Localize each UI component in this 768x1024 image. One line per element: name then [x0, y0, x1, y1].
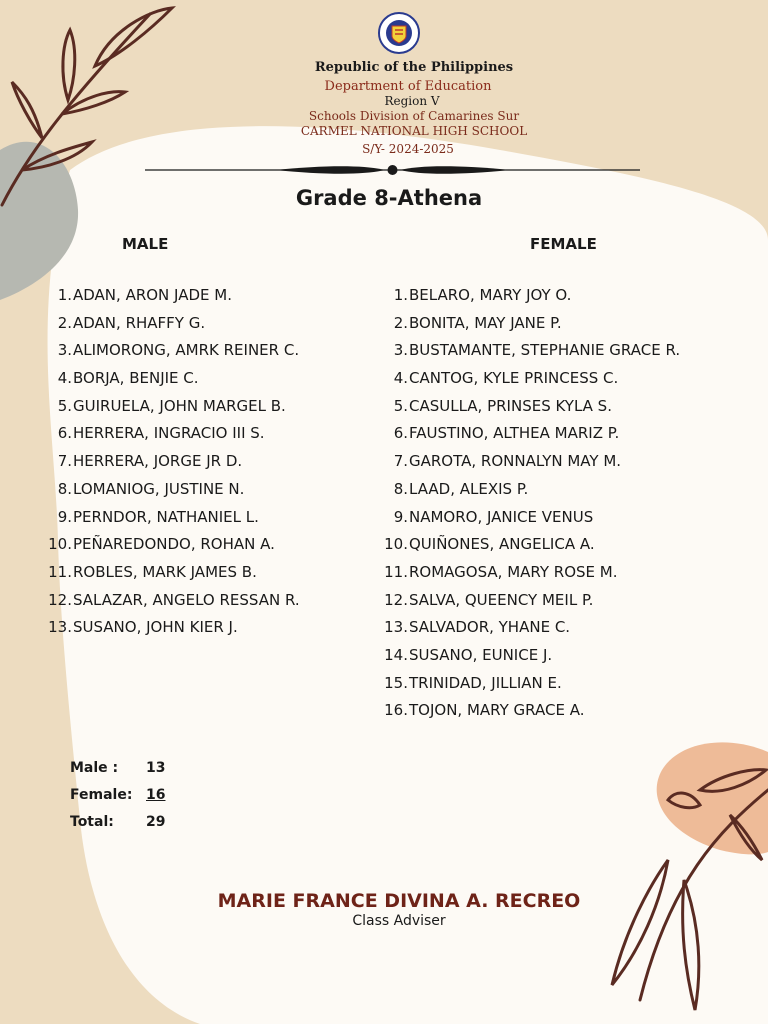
student-name: BUSTAMANTE, STEPHANIE GRACE R.: [409, 341, 681, 360]
student-name: ADAN, ARON JADE M.: [73, 286, 232, 304]
female-total-value: 16: [146, 787, 166, 803]
republic-heading: Republic of the Philippines: [314, 60, 514, 75]
list-item: [376, 589, 680, 617]
region-heading: Region V: [384, 94, 440, 108]
list-item: [376, 561, 680, 589]
item-number: 4.: [57, 369, 72, 388]
item-number: 10.: [384, 535, 408, 554]
item-number: 2.: [57, 313, 72, 332]
list-item: [40, 533, 300, 561]
student-name: SALVA, QUEENCY MEIL P.: [409, 590, 594, 609]
item-number: 15.: [384, 673, 408, 692]
list-item: [40, 450, 300, 478]
list-item: [376, 450, 680, 478]
item-number: 2.: [393, 313, 408, 332]
student-name: TOJON, MARY GRACE A.: [409, 701, 585, 720]
department-heading: Department of Education: [324, 79, 492, 94]
female-student-list: [376, 284, 680, 727]
student-name: SUSANO, EUNICE J.: [409, 645, 553, 664]
item-number: 5.: [393, 396, 408, 415]
student-name: BELARO, MARY JOY O.: [409, 286, 572, 304]
student-name: GAROTA, RONNALYN MAY M.: [409, 452, 622, 471]
item-number: 13.: [384, 618, 408, 637]
item-number: 9.: [57, 507, 72, 526]
list-item: [376, 478, 680, 506]
list-item: [376, 395, 680, 423]
item-number: 11.: [384, 562, 408, 581]
male-column-heading: MALE: [122, 235, 169, 253]
list-item: [376, 284, 680, 312]
student-name: SUSANO, JOHN KIER J.: [73, 618, 238, 637]
list-item: [376, 506, 680, 534]
item-number: 1.: [57, 286, 72, 304]
male-total-label: Male :: [70, 760, 119, 776]
division-heading: Schools Division of Camarines Sur: [308, 109, 520, 123]
student-name: NAMORO, JANICE VENUS: [409, 507, 594, 526]
male-student-list: [40, 284, 300, 644]
item-number: 11.: [48, 562, 72, 581]
list-item: [376, 312, 680, 340]
grand-total-label: Total:: [70, 814, 114, 830]
adviser-role: Class Adviser: [352, 913, 446, 929]
item-number: 3.: [57, 341, 72, 360]
school-name: CARMEL NATIONAL HIGH SCHOOL: [300, 124, 528, 138]
list-item: [40, 589, 300, 617]
list-item: [376, 644, 680, 672]
student-name: ALIMORONG, AMRK REINER C.: [73, 341, 300, 360]
list-item: [376, 672, 680, 700]
male-total-row: [70, 760, 165, 787]
item-number: 1.: [393, 286, 408, 304]
female-total-row: [70, 787, 165, 814]
student-name: SALVADOR, YHANE C.: [409, 618, 571, 637]
list-item: [376, 339, 680, 367]
adviser-name: MARIE FRANCE DIVINA A. RECREO: [217, 890, 581, 912]
item-number: 16.: [384, 701, 408, 720]
item-number: 6.: [57, 424, 72, 443]
item-number: 13.: [48, 618, 72, 637]
item-number: 3.: [393, 341, 408, 360]
enrollment-summary: [70, 760, 165, 841]
student-name: QUIÑONES, ANGELICA A.: [409, 535, 595, 554]
student-name: GUIRUELA, JOHN MARGEL B.: [73, 396, 286, 415]
item-number: 7.: [57, 452, 72, 471]
student-name: SALAZAR, ANGELO RESSAN R.: [73, 590, 300, 609]
student-name: CASULLA, PRINSES KYLA S.: [409, 396, 612, 415]
student-name: LAAD, ALEXIS P.: [409, 479, 529, 498]
deped-seal-icon: [378, 12, 420, 54]
student-name: PEÑAREDONDO, ROHAN A.: [73, 535, 275, 554]
item-number: 6.: [393, 424, 408, 443]
list-item: [376, 533, 680, 561]
student-name: PERNDOR, NATHANIEL L.: [73, 507, 259, 526]
student-name: BONITA, MAY JANE P.: [409, 313, 562, 332]
item-number: 9.: [393, 507, 408, 526]
student-name: ADAN, RHAFFY G.: [73, 313, 206, 332]
student-name: ROMAGOSA, MARY ROSE M.: [409, 562, 618, 581]
item-number: 8.: [57, 479, 72, 498]
list-item: [40, 367, 300, 395]
list-item: [40, 561, 300, 589]
item-number: 5.: [57, 396, 72, 415]
item-number: 8.: [393, 479, 408, 498]
list-item: [376, 616, 680, 644]
student-name: HERRERA, JORGE JR D.: [73, 452, 243, 471]
list-item: [40, 395, 300, 423]
list-item: [376, 699, 680, 727]
student-name: HERRERA, INGRACIO III S.: [73, 424, 265, 443]
list-item: [40, 284, 300, 312]
student-name: BORJA, BENJIE C.: [73, 369, 199, 388]
list-item: [40, 506, 300, 534]
male-total-value: 13: [146, 760, 166, 776]
grand-total-value: 29: [146, 814, 166, 830]
ornamental-divider: [145, 160, 640, 180]
list-item: [376, 367, 680, 395]
female-total-label: Female:: [70, 787, 133, 803]
grand-total-row: [70, 814, 165, 841]
item-number: 7.: [393, 452, 408, 471]
list-item: [40, 312, 300, 340]
student-name: ROBLES, MARK JAMES B.: [73, 562, 257, 581]
list-item: [40, 478, 300, 506]
list-item: [40, 339, 300, 367]
item-number: 14.: [384, 645, 408, 664]
student-name: TRINIDAD, JILLIAN E.: [409, 673, 562, 692]
student-name: LOMANIOG, JUSTINE N.: [73, 479, 245, 498]
list-item: [40, 616, 300, 644]
list-item: [376, 422, 680, 450]
student-name: CANTOG, KYLE PRINCESS C.: [409, 369, 619, 388]
item-number: 4.: [393, 369, 408, 388]
item-number: 12.: [384, 590, 408, 609]
list-item: [40, 422, 300, 450]
student-name: FAUSTINO, ALTHEA MARIZ P.: [409, 424, 620, 443]
school-year: S/Y- 2024-2025: [362, 142, 454, 156]
class-title: Grade 8-Athena: [295, 186, 483, 210]
item-number: 10.: [48, 535, 72, 554]
female-column-heading: FEMALE: [530, 235, 597, 253]
item-number: 12.: [48, 590, 72, 609]
